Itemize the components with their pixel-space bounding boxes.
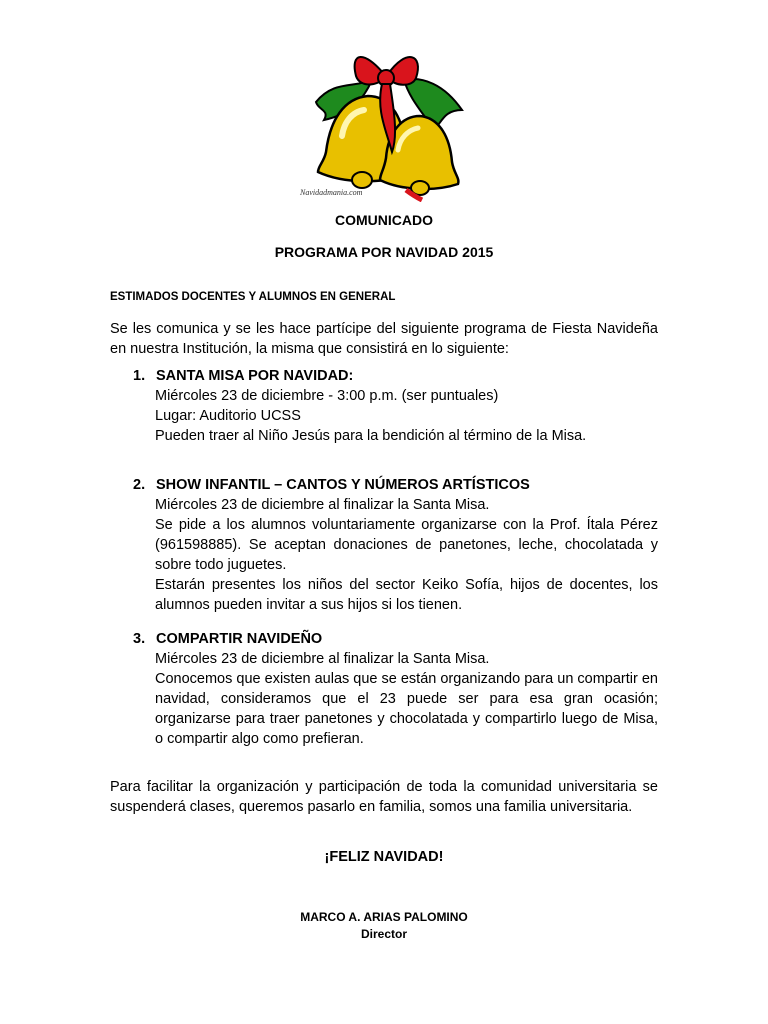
- item-line: Miércoles 23 de diciembre al finalizar la Santa Misa.: [155, 497, 490, 513]
- item-line: Pueden traer al Niño Jesús para la bendición al término de la Misa.: [155, 428, 587, 444]
- item-number: 1.: [133, 368, 146, 384]
- intro-paragraph: Se les comunica y se les hace partícipe del siguiente programa de Fiesta Navideña en nuestra Institución, la misma que consistirá en lo siguiente:: [110, 321, 658, 357]
- item-line: Miércoles 23 de diciembre - 3:00 p.m. (ser puntuales): [155, 388, 499, 404]
- item-line: Miércoles 23 de diciembre al finalizar la Santa Misa.: [155, 651, 490, 667]
- feliz-navidad: ¡FELIZ NAVIDAD!: [324, 849, 444, 865]
- item-line: Conocemos que existen aulas que se están organizando para un compartir en navidad, consideramos que el 23 puede ser para esa gran ocasión; organizarse para traer panetones y chocolatada y compartirlo luego de Misa, o compartir algo como prefieran.: [155, 671, 658, 747]
- closing-paragraph: Para facilitar la organización y participación de toda la comunidad universitaria se suspenderá clases, queremos pasarlo en familia, somos una familia universitaria.: [110, 779, 658, 815]
- document-title: COMUNICADO: [335, 212, 433, 228]
- item-body: [155, 495, 658, 615]
- item-title: SANTA MISA POR NAVIDAD:: [156, 368, 354, 384]
- item-body: [155, 386, 658, 446]
- program-item: [133, 629, 658, 749]
- program-item: [133, 366, 658, 446]
- item-number: 3.: [133, 631, 146, 647]
- document-subtitle: PROGRAMA POR NAVIDAD 2015: [274, 244, 494, 260]
- logo-watermark: Navidadmania.com: [300, 188, 363, 197]
- christmas-bells-icon: [294, 40, 474, 202]
- item-number: 2.: [133, 477, 146, 493]
- item-title: COMPARTIR NAVIDEÑO: [156, 631, 323, 647]
- item-heading: [133, 629, 658, 649]
- item-line: Se pide a los alumnos voluntariamente organizarse con la Prof. Ítala Pérez (961598885). Se aceptan donaciones de panetones, leche, chocolatada y sobre todo juguetes.: [155, 517, 658, 573]
- item-body: [155, 649, 658, 749]
- signer-role: Director: [360, 927, 407, 941]
- item-line: Estarán presentes los niños del sector Keiko Sofía, hijos de docentes, los alumnos pueden invitar a sus hijos si los tienen.: [155, 577, 658, 613]
- item-line: Lugar: Auditorio UCSS: [155, 408, 301, 424]
- item-heading: [133, 366, 658, 386]
- item-title: SHOW INFANTIL – CANTOS Y NÚMEROS ARTÍSTICOS: [156, 477, 530, 493]
- greeting: ESTIMADOS DOCENTES Y ALUMNOS EN GENERAL: [110, 291, 396, 303]
- item-heading: [133, 475, 658, 495]
- signer-name: MARCO A. ARIAS PALOMINO: [300, 910, 468, 924]
- program-item: [133, 475, 658, 615]
